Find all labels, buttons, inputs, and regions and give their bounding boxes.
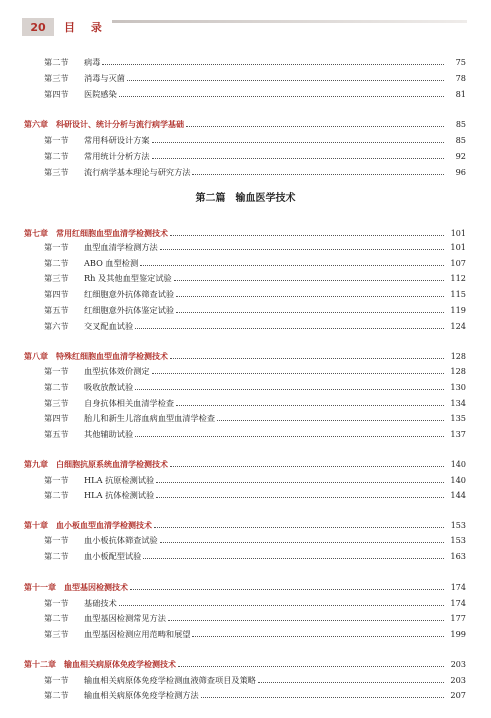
toc-page-number: 207: [450, 690, 466, 700]
toc-entry-title: ABO 血型检测: [84, 257, 139, 268]
toc-entry-title: 病毒: [84, 56, 101, 67]
toc-entry-title: 血小板抗体筛查试验: [84, 534, 158, 545]
toc-entry-number: 第六章: [24, 119, 48, 129]
toc-section-row: [44, 380, 466, 394]
toc-entry-number: 第二节: [44, 489, 69, 500]
toc-entry-title: 血小板配型试验: [84, 550, 142, 561]
toc-page-number: 174: [450, 582, 466, 592]
toc-leader-dots: [119, 95, 444, 97]
toc-entry-number: 第一节: [44, 241, 69, 252]
toc-leader-dots: [174, 279, 444, 281]
toc-section-row: [44, 165, 466, 179]
toc-page-number: 92: [455, 151, 466, 161]
toc-entry-number: 第一节: [44, 597, 69, 608]
toc-page-number: 140: [450, 475, 466, 485]
toc-leader-dots: [217, 419, 444, 421]
toc-section-row: [44, 133, 466, 147]
toc-page-number: 119: [450, 305, 466, 315]
toc-leader-dots: [170, 465, 444, 467]
toc-entry-number: 第二节: [44, 689, 69, 700]
toc-entry-title: 血型基因检测技术: [64, 582, 128, 592]
toc-section-row: [44, 287, 466, 301]
toc-page-number: 75: [455, 57, 466, 67]
toc-entry-title: 常用红细胞血型血清学检测技术: [56, 228, 168, 238]
toc-leader-dots: [154, 526, 444, 528]
toc-page-number: 203: [450, 659, 466, 669]
toc-entry-number: 第十一章: [24, 582, 56, 592]
toc-page-number: 174: [450, 598, 466, 608]
toc-entry-number: 第五节: [44, 304, 69, 315]
toc-section-row: [44, 533, 466, 547]
toc-section-row: [44, 319, 466, 333]
toc-page-number: 130: [450, 382, 466, 392]
toc-entry-number: 第十章: [24, 520, 48, 530]
toc-leader-dots: [176, 311, 444, 313]
toc-entry-title: 血型基因检测应用范畴和展望: [84, 628, 191, 639]
toc-leader-dots: [135, 388, 444, 390]
toc-entry-number: 第二节: [44, 550, 69, 561]
toc-entry-number: 第五节: [44, 428, 69, 439]
toc-entry-number: 第四节: [44, 412, 69, 423]
toc-entry-title: 流行病学基本理论与研究方法: [84, 166, 191, 177]
toc-leader-dots: [140, 264, 444, 266]
toc-leader-dots: [130, 588, 444, 590]
toc-leader-dots: [119, 604, 444, 606]
toc-entry-title: 基础技术: [84, 597, 117, 608]
toc-entry-title: 血型基因检测常见方法: [84, 612, 166, 623]
toc-leader-dots: [170, 234, 444, 236]
toc-entry-number: 第一节: [44, 534, 69, 545]
toc-section-row: [44, 411, 466, 425]
header-rule: [112, 20, 467, 23]
toc-section-row: [44, 673, 466, 687]
toc-section-row: [44, 55, 466, 69]
toc-entry-number: 第三节: [44, 397, 69, 408]
toc-page-number: 135: [450, 413, 466, 423]
toc-entry-title: 输血相关病原体免疫学检测方法: [84, 689, 199, 700]
toc-entry-title: 交叉配血试验: [84, 320, 134, 331]
toc-section-row: [44, 71, 466, 85]
toc-section-row: [44, 596, 466, 610]
toc-section-row: [44, 149, 466, 163]
toc-section-row: [44, 427, 466, 441]
toc-section-row: [44, 627, 466, 641]
toc-page-number: 137: [450, 429, 466, 439]
toc-chapter-row: [24, 657, 466, 671]
toc-section-row: [44, 87, 466, 101]
toc-leader-dots: [156, 496, 444, 498]
toc-section-row: [44, 488, 466, 502]
toc-section-row: [44, 611, 466, 625]
toc-entry-title: 血型血清学检测方法: [84, 241, 158, 252]
toc-page-number: 153: [450, 520, 466, 530]
toc-entry-title: 特殊红细胞血型血清学检测技术: [56, 351, 168, 361]
toc-page-number: 134: [450, 398, 466, 408]
toc-leader-dots: [258, 681, 444, 683]
toc-section-row: [44, 240, 466, 254]
page-number: 20: [22, 18, 54, 36]
toc-entry-title: 红细胞意外抗体鉴定试验: [84, 304, 175, 315]
toc-leader-dots: [192, 173, 444, 175]
toc-entry-title: HLA 抗体检测试验: [84, 489, 155, 500]
toc-entry-number: 第三节: [44, 272, 69, 283]
toc-entry-title: 血型抗体效价测定: [84, 365, 150, 376]
toc-leader-dots: [176, 404, 444, 406]
toc-page-number: 203: [450, 675, 466, 685]
toc-page-number: 101: [450, 242, 466, 252]
toc-chapter-row: [24, 518, 466, 532]
toc-entry-title: 消毒与灭菌: [84, 72, 125, 83]
toc-section-row: [44, 256, 466, 270]
toc-page-number: 140: [450, 459, 466, 469]
toc-entry-number: 第一节: [44, 474, 69, 485]
toc-entry-number: 第六节: [44, 320, 69, 331]
toc-page-number: 101: [450, 228, 466, 238]
toc-entry-title: 红细胞意外抗体筛查试验: [84, 288, 175, 299]
toc-entry-number: 第二节: [44, 150, 69, 161]
toc-page-number: 128: [450, 366, 466, 376]
toc-entry-number: 第十二章: [24, 659, 56, 669]
toc-entry-number: 第二节: [44, 257, 69, 268]
toc-leader-dots: [176, 295, 444, 297]
toc-entry-title: 常用科研设计方案: [84, 134, 150, 145]
page-header: [0, 18, 491, 40]
toc-leader-dots: [170, 357, 444, 359]
toc-leader-dots: [152, 141, 444, 143]
toc-page-number: 199: [450, 629, 466, 639]
toc-leader-dots: [156, 481, 444, 483]
toc-entry-title: 白细胞抗原系统血清学检测技术: [56, 459, 168, 469]
toc-entry-number: 第三节: [44, 166, 69, 177]
toc-entry-title: 输血相关病原体免疫学检测血液筛查项目及策略: [84, 674, 256, 685]
toc-page-number: 128: [450, 351, 466, 361]
toc-entry-title: Rh 及其他血型鉴定试验: [84, 272, 172, 283]
toc-page-number: 163: [450, 551, 466, 561]
toc-entry-number: 第七章: [24, 228, 48, 238]
toc-page-number: 81: [455, 89, 466, 99]
toc-leader-dots: [135, 435, 444, 437]
header-title: 目 录: [64, 21, 108, 34]
toc-entry-number: 第四节: [44, 88, 69, 99]
toc-entry-number: 第二节: [44, 612, 69, 623]
toc-section-row: [44, 473, 466, 487]
toc-leader-dots: [160, 541, 444, 543]
toc-leader-dots: [127, 79, 444, 81]
toc-page-number: 85: [455, 135, 466, 145]
toc-page-number: 144: [450, 490, 466, 500]
toc-entry-title: 输血相关病原体免疫学检测技术: [64, 659, 176, 669]
toc-leader-dots: [152, 157, 444, 159]
toc-entry-number: 第二节: [44, 56, 69, 67]
toc-chapter-row: [24, 580, 466, 594]
toc-chapter-row: [24, 349, 466, 363]
toc-page-number: 96: [455, 167, 466, 177]
toc-section-row: [44, 396, 466, 410]
toc-entry-title: 其他辅助试验: [84, 428, 134, 439]
toc-entry-title: 科研设计、统计分析与流行病学基础: [56, 119, 184, 129]
toc-leader-dots: [152, 372, 444, 374]
toc-entry-number: 第一节: [44, 674, 69, 685]
toc-entry-title: 医院感染: [84, 88, 117, 99]
toc-section-row: [44, 549, 466, 563]
toc-leader-dots: [143, 557, 444, 559]
toc-entry-number: 第三节: [44, 628, 69, 639]
toc-entry-number: 第三节: [44, 72, 69, 83]
toc-entry-number: 第一节: [44, 365, 69, 376]
toc-leader-dots: [168, 619, 444, 621]
toc-chapter-row: [24, 457, 466, 471]
toc-entry-title: 吸收放散试验: [84, 381, 134, 392]
toc-entry-title: 胎儿和新生儿溶血病血型血清学检查: [84, 412, 216, 423]
toc-page-number: 85: [455, 119, 466, 129]
toc-leader-dots: [160, 248, 444, 250]
toc-entry-number: 第一节: [44, 134, 69, 145]
part-title: 输血医学技术: [235, 193, 296, 204]
toc-page-number: 124: [450, 321, 466, 331]
toc-page-number: 177: [450, 613, 466, 623]
toc-entry-title: HLA 抗原检测试验: [84, 474, 155, 485]
toc-leader-dots: [135, 327, 444, 329]
toc-leader-dots: [102, 63, 444, 65]
part-heading: [0, 189, 491, 204]
toc-entry-title: 常用统计分析方法: [84, 150, 150, 161]
toc-entry-number: 第八章: [24, 351, 48, 361]
toc-chapter-row: [24, 117, 466, 131]
toc-entry-number: 第九章: [24, 459, 48, 469]
toc-page-number: 153: [450, 535, 466, 545]
part-label: 第二篇: [195, 193, 226, 204]
toc-leader-dots: [201, 696, 444, 698]
toc-leader-dots: [186, 125, 444, 127]
toc-section-row: [44, 364, 466, 378]
toc-page-number: 107: [450, 258, 466, 268]
toc-entry-number: 第二节: [44, 381, 69, 392]
toc-page-number: 112: [450, 273, 466, 283]
toc-entry-title: 自身抗体相关血清学检查: [84, 397, 175, 408]
toc-entry-number: 第四节: [44, 288, 69, 299]
toc-section-row: [44, 303, 466, 317]
toc-section-row: [44, 688, 466, 702]
toc-leader-dots: [178, 665, 444, 667]
toc-chapter-row: [24, 226, 466, 240]
toc-page-number: 78: [455, 73, 466, 83]
toc-page-number: 115: [450, 289, 466, 299]
toc-leader-dots: [192, 635, 444, 637]
toc-section-row: [44, 271, 466, 285]
toc-entry-title: 血小板血型血清学检测技术: [56, 520, 152, 530]
